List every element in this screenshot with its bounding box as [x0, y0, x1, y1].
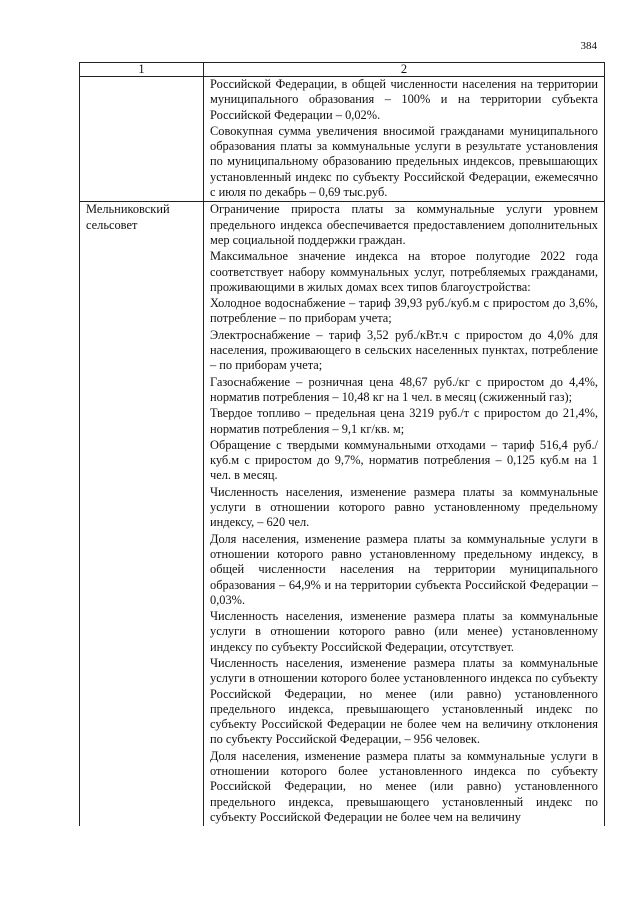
paragraph: Доля населения, изменение размера платы за коммунальные услуги в отношении которого более установленного индекса по субъекту Российской Федерации, но менее (или равно) установленного предельного индекса, превышающего установленный индекс по субъекту Российской Федерации не более чем на величину	[210, 748, 598, 824]
paragraph: Численность населения, изменение размера платы за коммунальные услуги в отношении которого равно (или менее) установленному индексу по субъекту Российской Федерации, отсутствует.	[210, 609, 598, 654]
column-header-2: 2	[204, 63, 605, 77]
paragraph: Холодное водоснабжение – тариф 39,93 руб./куб.м с приростом до 3,6%, потребление – по приборам учета;	[210, 296, 598, 326]
paragraph: Твердое топливо – предельная цена 3219 руб./т с приростом до 21,4%, норматив потребления – 9,1 кг/кв. м;	[210, 406, 598, 436]
municipality-name-cell	[80, 77, 204, 202]
column-header-1: 1	[80, 63, 204, 77]
page-number: 384	[580, 40, 597, 52]
table-row	[80, 202, 605, 826]
paragraph: Совокупная сумма увеличения вносимой гражданами муниципального образования платы за коммунальные услуги в результате установления по муниципальному образованию предельных индексов, превышающих установленный индекс по субъекту Российской Федерации, ежемесячно с июля по декабрь – 0,69 тыс.руб.	[210, 123, 598, 200]
paragraph: Численность населения, изменение размера платы за коммунальные услуги в отношении которого равно установленному предельному индексу, – 620 чел.	[210, 484, 598, 530]
description-cell	[204, 202, 605, 826]
table-row	[80, 77, 605, 202]
document-table	[79, 62, 605, 826]
paragraph: Численность населения, изменение размера платы за коммунальные услуги в отношении которого более установленного индекса по субъекту Российской Федерации, но менее (или равно) установленного предельного индекса, превышающего установленный индекс по субъекту Российской Федерации не более чем на величину отклонения по субъекту Российской Федерации, – 956 человек.	[210, 655, 598, 747]
paragraph: Российской Федерации, в общей численности населения на территории муниципального образования – 100% и на территории субъекта Российской Федерации – 0,02%.	[210, 77, 598, 122]
municipality-name-cell: Мельниковский сельсовет	[80, 202, 204, 826]
paragraph: Обращение с твердыми коммунальными отходами – тариф 516,4 руб./куб.м с приростом до 9,7%, норматив потребления – 0,125 куб.м на 1 чел. в месяц.	[210, 437, 598, 483]
paragraph: Максимальное значение индекса на второе полугодие 2022 года соответствует набору коммунальных услуг, потребляемых гражданами, проживающими в жилых домах всех типов благоустройства:	[210, 249, 598, 294]
paragraph: Ограничение прироста платы за коммунальные услуги уровнем предельного индекса обеспечивается предоставлением дополнительных мер социальной поддержки граждан.	[210, 202, 598, 247]
paragraph: Доля населения, изменение размера платы за коммунальные услуги в отношении которого равно установленному предельному индексу, в общей численности населения на территории муниципального образования – 64,9% и на территории субъекта Российской Федерации – 0,03%.	[210, 531, 598, 607]
description-cell	[204, 77, 605, 202]
paragraph: Электроснабжение – тариф 3,52 руб./кВт.ч с приростом до 4,0% для населения, проживающего в сельских населенных пунктах, потребление – по приборам учета;	[210, 327, 598, 373]
table-header-row	[80, 63, 605, 77]
paragraph: Газоснабжение – розничная цена 48,67 руб./кг с приростом до 4,4%, норматив потребления – 10,48 кг на 1 чел. в месяц (сжиженный газ);	[210, 374, 598, 404]
